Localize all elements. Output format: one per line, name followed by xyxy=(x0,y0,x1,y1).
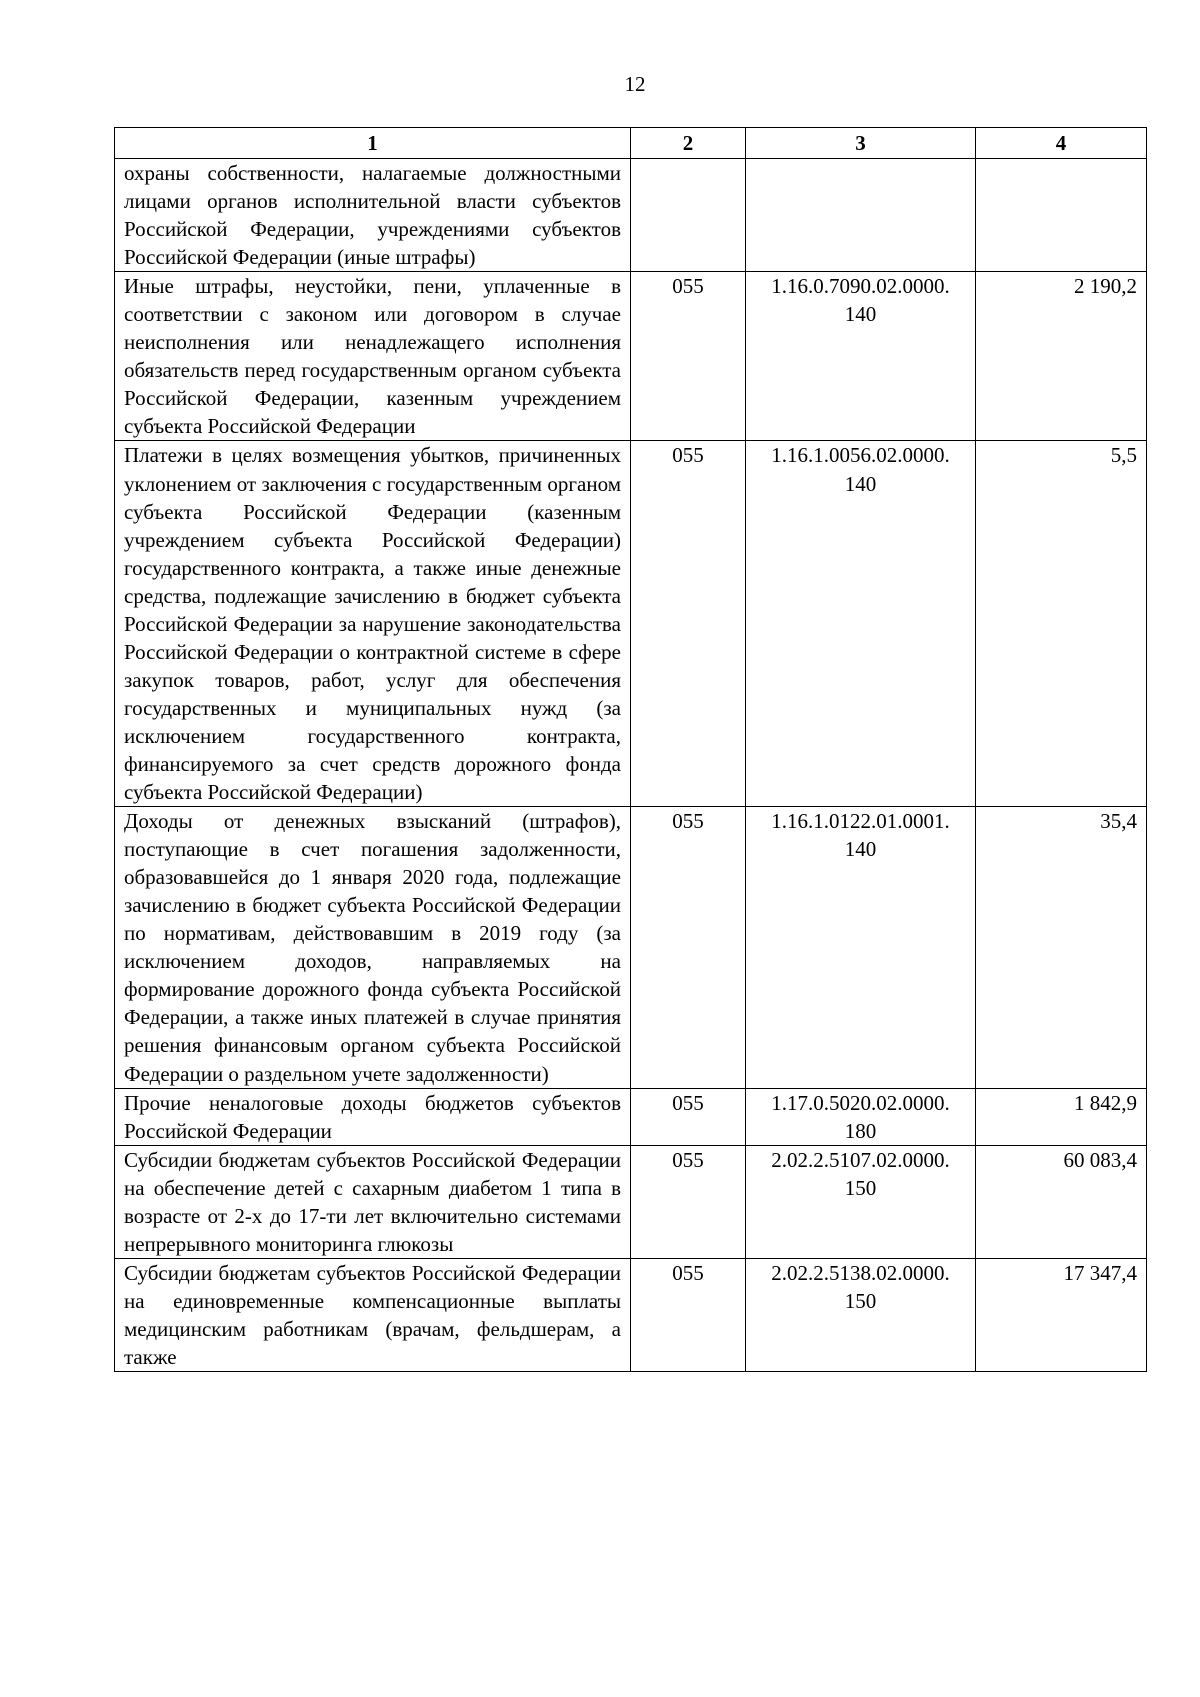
row-amount: 17 347,4 xyxy=(976,1258,1147,1371)
row-admin-code: 055 xyxy=(631,807,746,1088)
row-amount: 60 083,4 xyxy=(976,1145,1147,1258)
table-row xyxy=(115,1088,1147,1145)
table-row xyxy=(115,1258,1147,1371)
row-budget-code: 1.17.0.5020.02.0000. 180 xyxy=(746,1088,976,1145)
row-admin-code: 055 xyxy=(631,1088,746,1145)
table-row xyxy=(115,1145,1147,1258)
table-header-row xyxy=(115,128,1147,159)
row-description: Платежи в целях возмещения убытков, причиненных уклонением от заключения с государственным органом субъекта Российской Федерации (казенным учреждением субъекта Российской Федерации) государственного контракта, а также иные денежные средства, подлежащие зачислению в бюджет субъекта Российской Федерации за нарушение законодательства Российской Федерации о контрактной системе в сфере закупок товаров, работ, услуг для обеспечения государственных и муниципальных нужд (за исключением государственного контракта, финансируемого за счет средств дорожного фонда субъекта Российской Федерации) xyxy=(115,441,631,807)
row-amount: 2 190,2 xyxy=(976,272,1147,441)
row-budget-code: 1.16.0.7090.02.0000. 140 xyxy=(746,272,976,441)
row-budget-code: 1.16.1.0122.01.0001. 140 xyxy=(746,807,976,1088)
row-description: охраны собственности, налагаемые должностными лицами органов исполнительной власти субъектов Российской Федерации, учреждениями субъектов Российской Федерации (иные штрафы) xyxy=(115,159,631,272)
row-budget-code: 1.16.1.0056.02.0000. 140 xyxy=(746,441,976,807)
row-amount: 5,5 xyxy=(976,441,1147,807)
column-header-3: 3 xyxy=(746,128,976,159)
column-header-1: 1 xyxy=(115,128,631,159)
row-admin-code: 055 xyxy=(631,1258,746,1371)
row-amount: 35,4 xyxy=(976,807,1147,1088)
row-budget-code xyxy=(746,159,976,272)
row-description: Доходы от денежных взысканий (штрафов), поступающие в счет погашения задолженности, образовавшейся до 1 января 2020 года, подлежащие зачислению в бюджет субъекта Российской Федерации по нормативам, действовавшим в 2019 году (за исключением доходов, направляемых на формирование дорожного фонда субъекта Российской Федерации, а также иных платежей в случае принятия решения финансовым органом субъекта Российской Федерации о раздельном учете задолженности) xyxy=(115,807,631,1088)
table-row xyxy=(115,159,1147,272)
row-budget-code: 2.02.2.5107.02.0000. 150 xyxy=(746,1145,976,1258)
budget-table xyxy=(114,127,1147,1372)
row-admin-code: 055 xyxy=(631,1145,746,1258)
row-description: Прочие неналоговые доходы бюджетов субъектов Российской Федерации xyxy=(115,1088,631,1145)
row-budget-code: 2.02.2.5138.02.0000. 150 xyxy=(746,1258,976,1371)
row-amount xyxy=(976,159,1147,272)
row-description: Субсидии бюджетам субъектов Российской Федерации на единовременные компенсационные выплаты медицинским работникам (врачам, фельдшерам, а также xyxy=(115,1258,631,1371)
column-header-2: 2 xyxy=(631,128,746,159)
row-admin-code: 055 xyxy=(631,272,746,441)
row-amount: 1 842,9 xyxy=(976,1088,1147,1145)
page-number: 12 xyxy=(624,72,646,96)
table-row xyxy=(115,441,1147,807)
table-row xyxy=(115,807,1147,1088)
table-row xyxy=(115,272,1147,441)
row-description: Субсидии бюджетам субъектов Российской Федерации на обеспечение детей с сахарным диабетом 1 типа в возрасте от 2-х до 17-ти лет включительно системами непрерывного мониторинга глюкозы xyxy=(115,1145,631,1258)
column-header-4: 4 xyxy=(976,128,1147,159)
row-admin-code: 055 xyxy=(631,441,746,807)
row-admin-code xyxy=(631,159,746,272)
row-description: Иные штрафы, неустойки, пени, уплаченные в соответствии с законом или договором в случае неисполнения или ненадлежащего исполнения обязательств перед государственным органом субъекта Российской Федерации, казенным учреждением субъекта Российской Федерации xyxy=(115,272,631,441)
